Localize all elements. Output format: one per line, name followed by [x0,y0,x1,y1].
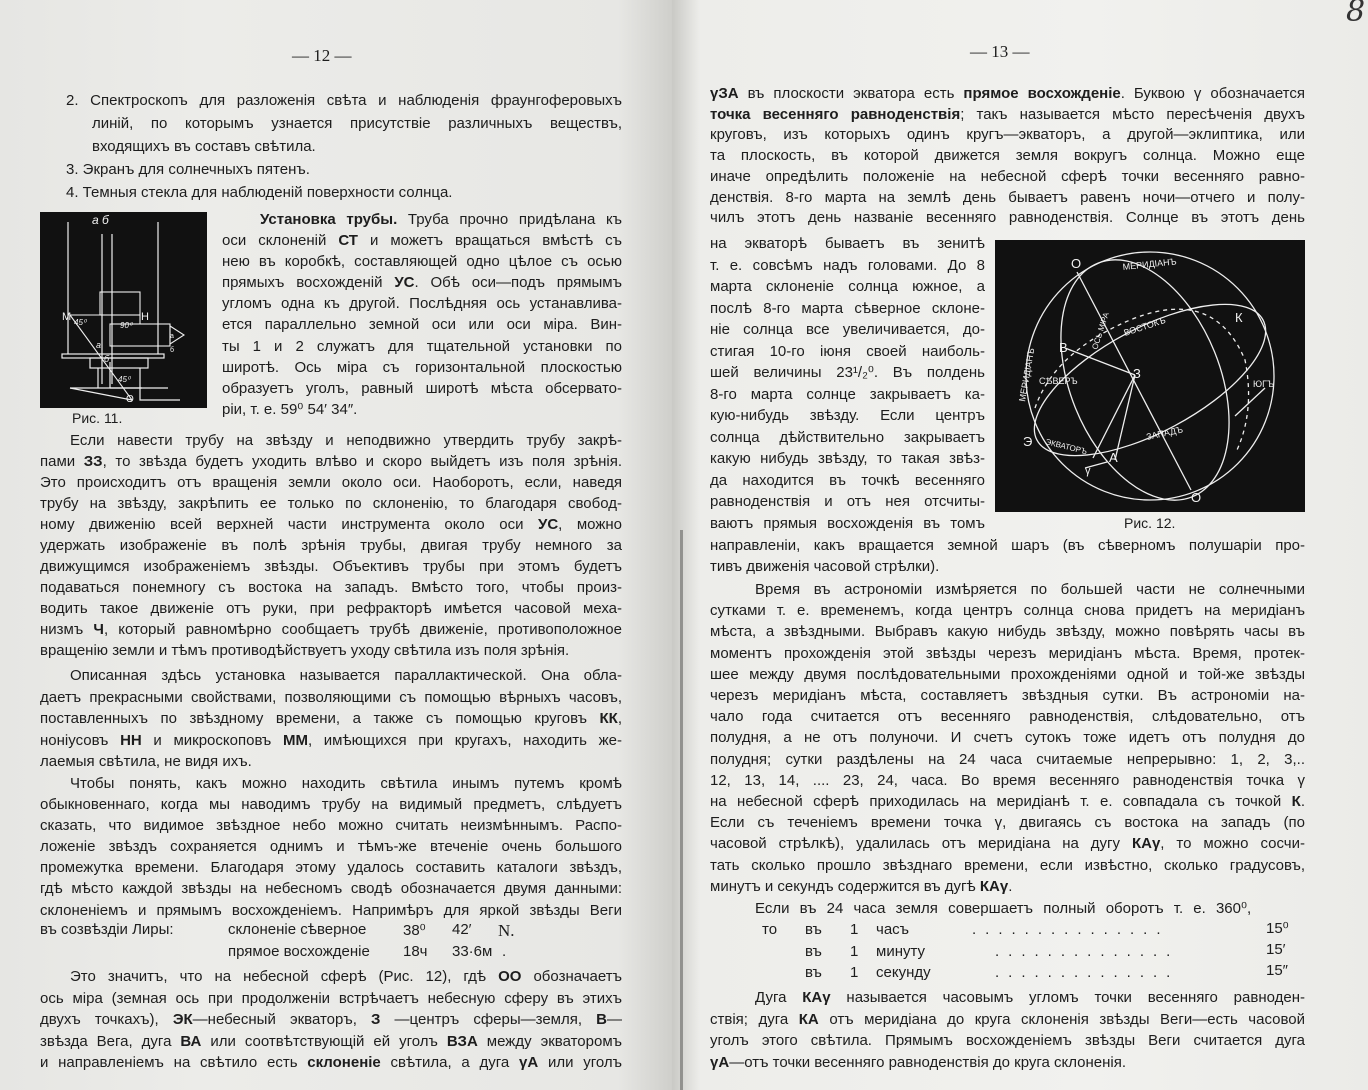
text-line [710,125,1305,146]
row-prefix: то [762,921,778,938]
text-line [40,1052,622,1074]
text-segment: шей величины 23¹/₂⁰. Въ полдень [710,364,985,381]
text-segment: Если съ теченіемъ времени точка γ, двигаясь съ востока на западъ (по [710,814,1305,832]
declination-degrees: 38⁰ [403,922,426,939]
text-segment: гдѣ мѣсто каждой звѣзды на небесномъ сводѣ обозначается двумя данными: [40,880,622,898]
text-segment: ется параллельно земной оси или оси міра. Вин- [222,316,622,334]
bold-term: УС [537,516,559,533]
declination-direction: N. [498,921,515,940]
right-ascension-hours: 18ч [403,943,428,960]
text-segment: чало года считается отъ весенняго равноденствія, слѣдовательно, отъ [710,708,1305,726]
text-segment: т. е. совсѣмъ надъ головами. До 8 [710,256,985,274]
handwritten-corner-mark: 8 [1346,0,1366,29]
text-segment: Время въ астрономіи измѣряется по большей части не солнечными [755,581,1305,598]
text-line [40,751,622,773]
text-segment: равноденствія и отъ нея отсчиты- [710,493,985,510]
bold-term: Установка трубы. [260,211,398,228]
text-segment: ложеніе звѣздъ сохраняется однимъ и тѣмъ-же втеченіе очень большого [40,838,622,856]
text-segment: называется часовымъ угломъ точки весенняго равноден- [830,989,1305,1006]
text-line [710,987,1305,1009]
text-line [710,1052,1305,1074]
label-n: Н [141,311,149,323]
label-eye-a: а [170,333,174,340]
bold-term: К [1291,793,1301,811]
text-segment: отъ меридіана до круга склоненія звѣзды Веги—есть часовой [818,1010,1305,1028]
bold-term: НН [120,731,142,749]
text-line [710,84,1305,105]
bold-term: ВА [180,1032,202,1050]
list-item-line: линій, по которымъ узнается присутствіе различныхъ веществъ, [92,115,622,132]
text-segment: стигая 10-го іюня своей наиболь- [710,342,985,360]
row-preposition: въ [805,964,822,981]
text-segment: ному движенію всей верхней части инструмента около оси [40,516,538,533]
row-unit: секунду [876,964,931,981]
row-leader-dots: ............... [972,921,1170,938]
text-segment: —отъ точки весенняго равноденствія до круга склоненія. [729,1054,1127,1072]
paragraph-duga [710,987,1305,1074]
text-segment: —центръ сферы—земля, [380,1011,597,1028]
text-line [40,665,622,687]
label-angle-right: 90⁰ [120,321,133,330]
text-line [710,643,1305,664]
text-line [710,208,1305,229]
text-segment: Чтобы понять, какъ можно находить свѣтила инымъ путемъ кромѣ [70,775,622,792]
text-line [710,276,985,298]
text-line [710,1030,1305,1052]
bold-term: З [371,1011,381,1028]
text-segment: , который равномѣрно сообщаетъ трубѣ движеніе, противоположное [103,621,622,638]
figure-11-caption: Рис. 11. [72,410,123,426]
text-segment: образуетъ уголъ, равный широтѣ мѣста обсервато- [222,379,622,397]
row-value: 15″ [1266,962,1288,979]
text-segment: низмъ [40,621,94,638]
row-unit: минуту [876,943,926,960]
bold-term: КАγ [802,989,831,1006]
text-segment: — [607,1011,622,1028]
text-segment: ; такъ называется мѣсто пересѣченія двухъ [960,105,1305,123]
paragraph-ekvator-narrow [710,233,985,534]
right-ascension-label: прямое восхожденіе [228,943,370,960]
text-segment: или соотвѣтствующій ей уголъ [201,1032,447,1050]
text-line [710,188,1305,209]
text-segment: оси склоненій [222,232,339,250]
text-line [40,708,622,730]
text-line [40,598,622,619]
right-ascension-minutes: 33·6м [452,943,493,960]
label-k: К [1235,310,1243,325]
right-ascension-period: . [502,943,507,960]
text-line [40,900,622,921]
page-number: — 13 — [970,42,1030,61]
label-gamma: γ [1085,465,1091,477]
label-a: А [1109,450,1118,465]
text-segment: да находится въ точкѣ весенняго [710,471,985,489]
bold-term: прямое восхожденіе [963,85,1121,102]
label-axis: ОСЬ МІРА [1090,311,1111,351]
text-line [710,791,1305,812]
text-line [222,399,622,420]
text-line [710,470,985,492]
text-line [40,430,622,451]
text-segment: подаваться понемногу съ востока на западъ. Вмѣсто того, чтобы произ- [40,579,622,596]
text-line [710,105,1305,126]
bold-term: КА [798,1010,819,1028]
text-segment: часовой стрѣлкѣ), удалилась отъ меридіана на дугу [710,835,1132,853]
bold-term: Ч [93,621,104,638]
text-line [710,167,1305,188]
text-segment: или уголъ [538,1054,622,1071]
paragraph-ustanovka [222,209,622,420]
text-segment: угломъ одна къ другой. Послѣдняя ось устанавлива- [222,295,622,313]
text-line [710,749,1305,770]
text-line [710,579,1305,600]
paragraph-eto-znachit [40,966,622,1074]
label-ab: а б [92,213,109,227]
text-segment: солнца дѣйствительно закрываетъ [710,428,985,446]
bold-term: ММ [282,731,308,749]
text-segment: 8-го марта солнце закрываетъ ка- [710,385,985,403]
text-segment: между экваторомъ [477,1032,623,1050]
text-line [222,251,622,272]
row-count: 1 [850,964,859,981]
text-segment: ствія; дуга [710,1010,799,1028]
left-page [0,0,672,1090]
text-line [40,640,622,661]
text-line [710,600,1305,621]
text-line [40,815,622,836]
label-z: З [1133,366,1141,381]
text-segment: Труба прочно придѣлана къ [397,211,622,228]
text-line [40,535,622,556]
text-segment: промежутка времени. Благодаря этому удалось составить каталоги звѣздъ, [40,859,622,877]
row-leader-dots: .............. [995,964,1180,981]
text-line [40,857,622,878]
text-segment: ріи, т. е. 59⁰ 54′ 34″. [222,400,358,418]
instrument-list [66,89,622,204]
text-line [40,1009,622,1031]
text-segment: въ плоскости экватора есть [738,85,964,102]
text-segment: сутками т. е. временемъ, когда центръ солнца снова придетъ на меридіанъ [710,602,1305,620]
text-line [710,727,1305,748]
text-line [40,794,622,815]
text-segment: трубу на звѣзду, закрѣпить ее только по склоненію, то благодаря свобод- [40,495,622,512]
text-line [222,314,622,335]
text-segment: моментъ прохожденія этой звѣзды черезъ меридіанъ мѣста. Время, протек- [710,644,1305,662]
text-segment: движущимся изображеніемъ звѣзды. Объективъ трубы при этомъ будетъ [40,558,622,575]
text-segment: тивъ движенія часовой стрѣлки). [710,558,940,575]
text-segment: денствія. 8-го марта на землѣ день бываетъ равенъ ночи—отчего и полу- [710,188,1305,206]
row-value: 15′ [1266,941,1286,958]
text-segment: , имѣющихся при кругахъ, находить же- [307,731,622,749]
text-segment: . Обѣ оси—подъ прямымъ [414,274,622,292]
text-line [40,988,622,1010]
vega-coordinates-table [40,921,622,965]
text-segment: лаемыя свѣтила, не видя ихъ. [40,753,252,770]
text-line [222,293,622,314]
list-item-line: 4. Темныя стекла для наблюденій поверхности солнца. [66,184,453,201]
text-segment: шее между двумя послѣдовательными прохожденіями одной и той-же звѣзды [710,665,1305,683]
row-count: 1 [850,921,859,938]
figure-12-celestial-sphere [995,240,1305,512]
label-eye-b: б [170,347,175,354]
label-v: В [1059,340,1068,355]
bold-term: КАγ [979,877,1009,895]
text-segment: пами [40,453,84,470]
text-segment: поставленныхъ по звѣздному времени, а также съ помощью круговъ [40,710,600,727]
text-segment: . [1300,793,1305,811]
text-segment: обыкновеннаго, когда мы наводимъ трубу на видимый предметъ, слѣдуетъ [40,796,622,814]
text-segment: —небесный экваторъ, [192,1011,372,1028]
text-segment: иначе опредѣлить положеніе на небесной сферѣ точки весенняго равно- [710,167,1305,185]
list-item-line: входящихъ въ составъ свѣтила. [92,138,316,155]
bold-term: γА [710,1054,730,1072]
text-segment: и можетъ вращаться вмѣстѣ съ [357,232,623,250]
label-e: Э [1023,434,1033,449]
text-line [710,706,1305,727]
label-angle-bottom: 45⁰ [118,375,131,384]
text-segment: даетъ прекрасными свойствами, позволяющими съ помощью вѣрныхъ часовъ, [40,688,622,706]
label-o-top: О [1071,256,1082,271]
text-line [710,535,1305,556]
text-segment: мѣста, а звѣздными. Выбравъ какую нибудь звѣзду, можно повѣрять часы въ [710,623,1305,641]
text-line [710,341,985,363]
text-segment: послѣ 8-го марта сѣверное склоне- [710,299,985,317]
vega-table-label: въ созвѣздіи Лиры: [40,921,174,938]
text-line [40,836,622,857]
text-segment: ваютъ прямыя восхожденія въ томъ [710,514,985,532]
label-meridian-left: МЕРИДІАНЪ [1017,347,1037,403]
text-segment: обозначаетъ [521,968,622,985]
text-line [40,514,622,535]
declination-minutes: 42′ [452,921,472,938]
text-line [710,664,1305,685]
bold-term: ЗЗ [83,453,103,470]
text-line [40,773,622,794]
paragraph-gamma-za [710,84,1305,229]
text-segment: та плоскость, въ которой движется земля вокругъ солнца. Можно еще [710,147,1305,165]
list-item-line: 2. Спектроскопъ для разложенія свѣта и наблюденія фраунгоферовыхъ [66,92,622,109]
label-a: а [96,340,102,350]
text-segment: минутъ и секундъ содержится въ дугѣ [710,877,980,895]
bold-term: УС [394,274,415,292]
text-segment: , то звѣзда будетъ уходить влѣво и скоро выйдетъ изъ поля зрѣнія. [102,453,622,470]
text-line [40,730,622,752]
text-segment: Описанная здѣсь установка называется параллактической. Она обла- [70,667,622,684]
text-segment: звѣзда Вега, дуга [40,1032,181,1050]
bold-term: ОО [498,968,522,985]
bold-term: КАγ [1131,835,1161,853]
paragraph-napravlenii [710,535,1305,577]
label-b: б [104,354,110,364]
bold-term: γА [519,1054,539,1071]
row-value: 15⁰ [1266,920,1289,937]
text-segment: прямыхъ восхожденій [222,274,395,292]
text-segment: вращенію земли и тѣмъ противодѣйствуетъ уходу свѣтила изъ поля зрѣнія. [40,642,570,659]
figure-12-caption: Рис. 12. [1124,515,1176,531]
label-o-bottom: О [1191,490,1202,505]
text-line [710,685,1305,706]
time-table-intro: Если въ 24 часа земля совершаетъ полный оборотъ т. е. 360⁰, [755,900,1252,917]
paragraph-esli-navesti [40,430,622,661]
text-line [40,687,622,709]
text-segment: полудня; сутки раздѣлены на 24 часа считаемые непрерывно: 1, 2, 3,.. [710,750,1305,768]
text-line [40,493,622,514]
text-line [710,146,1305,167]
bold-term: склоненіе [307,1054,381,1071]
bold-term: γЗА [710,85,739,102]
telescope-drawing [40,212,207,408]
label-east: ВОСТОКЪ [1122,314,1167,338]
text-line [222,357,622,378]
bold-term: СТ [338,232,358,250]
label-west: ЗАПАДЪ [1145,424,1184,442]
text-segment: ось міра (земная ось при продолженіи встрѣчаетъ небесную сферу въ этихъ [40,989,622,1007]
text-segment: уголъ этого свѣтила. Прямымъ восхожденіемъ звѣзды Веги считается дуга [710,1032,1305,1050]
text-line [710,298,985,320]
text-segment: сказать, что видимое звѣздное небо можно считать неизмѣннымъ. Распо- [40,817,622,835]
text-segment: и направленіемъ на свѣтило есть [40,1054,308,1071]
text-segment: 12, 13, 14, .... 23, 24, часа. Во время весенняго равноденствія точка γ [710,771,1305,789]
text-line [710,491,985,513]
text-segment: Дуга [755,989,803,1006]
text-line [710,812,1305,833]
text-segment: нею въ коробкѣ, составляющей одно цѣлое съ осью [222,253,622,271]
text-segment: какую нибудь звѣзду, то такая звѣз- [710,450,985,467]
text-segment: Это происходитъ отъ вращенія земли около оси. Наоборотъ, если, наведя [40,474,622,491]
text-segment: чилъ этотъ день названіе весенняго равноденствія. Солнце въ этотъ день [710,209,1305,227]
text-segment: на небесной сферѣ приходилась на меридіанѣ т. е. совпадала съ точкой [710,793,1292,811]
text-segment: водить такое движеніе отъ руки, при рефракторѣ имѣется часовой меха- [40,600,622,617]
text-line [710,448,985,470]
text-segment: ніе солнца все увеличивается, до- [710,321,985,338]
label-north: СѢВЕРЪ [1039,376,1078,386]
row-count: 1 [850,943,859,960]
text-line [222,272,622,293]
text-segment: удержать изображеніе въ полѣ зрѣнія трубы, двигая трубу немного за [40,537,622,554]
bold-term: ЭК [172,1011,193,1028]
figure-11-telescope-diagram [40,212,207,408]
text-line [710,556,1305,577]
text-segment: полудня, а не отъ полуночи. И счетъ сутокъ тоже идетъ отъ полудня до [710,729,1305,747]
text-segment: на экваторѣ бываетъ въ зенитѣ [710,235,985,252]
label-south: ЮГЪ [1253,379,1275,389]
text-segment: ты 1 и 2 служатъ для тщательной установки по [222,337,622,355]
text-segment: Это значитъ, что на небесной сферѣ (Рис. 12), гдѣ [70,968,499,985]
row-unit: часъ [876,921,910,938]
text-line [710,405,985,427]
row-preposition: въ [805,921,822,938]
text-line [222,378,622,399]
label-m: М [62,311,72,323]
text-segment: круговъ, изъ которыхъ одинъ кругъ—экваторъ, а другой—эклиптика, или [710,126,1305,144]
list-item-line: 3. Экранъ для солнечныхъ пятенъ. [66,161,310,178]
paragraph-opisannaya [40,665,622,773]
text-segment: . Буквою γ обозначается [1120,85,1305,102]
text-line [710,233,985,255]
text-line [710,621,1305,642]
text-segment: направленіи, какъ вращается земной шаръ (въ сѣверномъ полушаріи про- [710,537,1305,554]
text-line [710,362,985,384]
text-line [40,577,622,598]
text-line [222,336,622,357]
text-segment: широтѣ. Ось міра съ горизонтальной плоскостью [222,358,622,376]
text-segment: черезъ меридіанъ мѣста, составляетъ звѣздныя сутки. Въ астрономіи на- [710,687,1305,705]
text-line [40,472,622,493]
page-number: — 12 — [292,46,352,65]
text-segment: тать сколько прошло звѣзднаго времени, если извѣстно, сколько градусовъ, [710,856,1305,874]
text-line [222,209,622,230]
label-meridian-top: МЕРИДІАНЪ [1122,256,1178,272]
text-line [710,1009,1305,1031]
text-segment: марта склоненіе солнца южное, а [710,278,985,295]
text-segment: , [617,710,622,727]
paragraph-chtoby-ponyat [40,773,622,921]
text-line [710,770,1305,791]
text-line [40,966,622,988]
row-leader-dots: .............. [995,943,1180,960]
text-line [710,319,985,341]
celestial-sphere-drawing [995,240,1305,512]
text-line [710,427,985,449]
text-segment: и микроскоповъ [141,731,283,749]
text-segment: , то можно сосчи- [1160,835,1305,853]
text-line [40,556,622,577]
text-segment: кую-нибудь звѣзду. Если центръ [710,407,985,424]
text-line [710,833,1305,854]
text-line [710,513,985,535]
text-segment: . [1008,877,1013,895]
text-segment: , можно [558,516,622,533]
text-line [710,384,985,406]
page-fold-shadow [680,530,683,1090]
row-preposition: въ [805,943,822,960]
bold-term: В [596,1011,607,1028]
text-segment: Если навести трубу на звѣзду и неподвижно утвердить трубу закрѣ- [70,432,622,449]
text-segment: двухъ точкахъ), [40,1011,173,1028]
label-o: О [126,394,134,405]
text-segment: свѣтила, а дуга [380,1054,520,1071]
paragraph-vremya [710,579,1305,897]
sidereal-time-table [710,899,1305,985]
bold-term: КК [599,710,618,727]
text-segment: ноніусовъ [40,731,121,749]
text-line [40,451,622,472]
bold-term: точка весенняго равноденствія [710,105,961,123]
text-line [710,876,1305,897]
text-line [40,1031,622,1053]
label-angle-top: 45⁰ [74,318,87,327]
declination-label: склоненіе сѣверное [228,921,367,938]
text-line [40,878,622,899]
bold-term: ВЗА [446,1032,478,1050]
text-line [222,230,622,251]
text-line [710,255,985,277]
text-line [710,855,1305,876]
text-line [40,619,622,640]
text-segment: склоненіемъ и прямымъ восхожденіемъ. Напримѣръ для яркой звѣзды Веги [40,901,622,919]
label-equator: ЭКВАТОРЪ [1044,437,1089,457]
